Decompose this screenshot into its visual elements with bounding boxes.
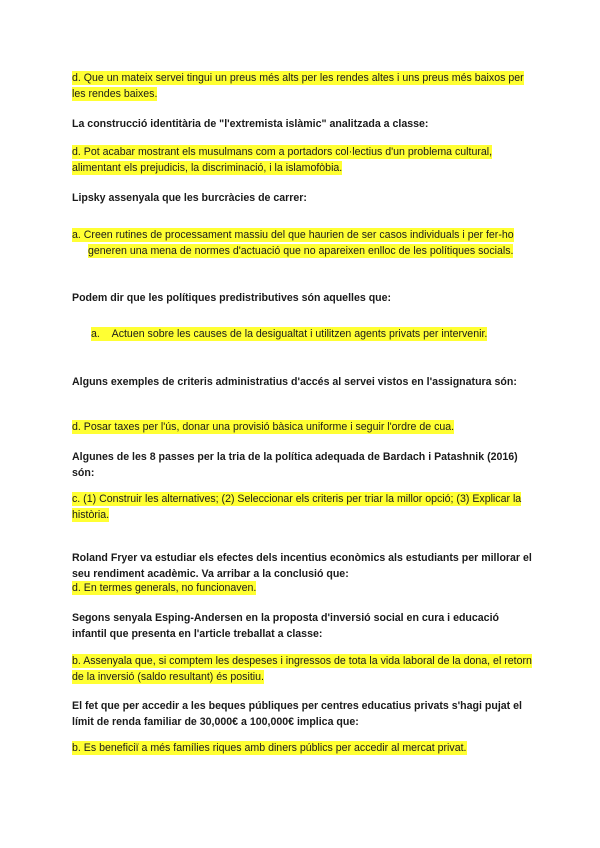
answer-6: [72, 491, 532, 523]
answer-text: d. Que un mateix servei tingui un preus més alts per les rendes altes i uns preus més baixos per les rendes baixes.: [72, 72, 524, 100]
question-9: El fet que per accedir a les beques públiques per centres educatius privats s'hagi pujat el límit de renda familiar de 30,000€ a 100,000€ implica que:: [72, 700, 522, 728]
answer-8: [72, 653, 532, 685]
answer-5: [72, 419, 532, 435]
answer-text: d. Posar taxes per l'ús, donar una provisió bàsica uniforme i seguir l'ordre de cua.: [72, 421, 455, 433]
question-2: La construcció identitària de "l'extremista islàmic" analitzada a classe:: [72, 118, 429, 130]
question-6: Algunes de les 8 passes per la tria de la política adequada de Bardach i Patashnik (2016) són:: [72, 451, 518, 479]
answer-text: c. (1) Construir les alternatives; (2) Seleccionar els criteris per triar la millor opció; (3) Explicar la història.: [72, 493, 522, 521]
answer-text: b. Es beneficiï a més famílies riques amb diners públics per accedir al mercat privat.: [72, 742, 467, 754]
question-7: Roland Fryer va estudiar els efectes dels incentius econòmics als estudiants per millorar el seu rendiment acadèmic. Va arribar a la conclusió que:: [72, 552, 532, 580]
answer-text: b. Assenyala que, si comptem les despeses i ingressos de tota la vida laboral de la dona, el retorn de la inversió (saldo resultant) és positiu.: [72, 655, 532, 683]
answer-text: d. En termes generals, no funcionaven.: [72, 582, 257, 594]
answer-text: d. Pot acabar mostrant els musulmans com a portadors col·lectius d'un problema cultural, alimentant els prejudicis, la discriminació, i la islamofòbia.: [72, 146, 493, 174]
answer-1: [72, 70, 532, 102]
answer-7: [72, 580, 532, 596]
question-8: Segons senyala Esping-Andersen en la proposta d'inversió social en cura i educació infantil que presenta en l'article treballat a classe:: [72, 612, 499, 640]
question-5: Alguns exemples de criteris administratius d'accés al servei vistos en l'assignatura són:: [72, 376, 517, 388]
list-marker: a.: [91, 328, 100, 340]
answer-text: a. Creen rutines de processament massiu del que haurien de ser casos individuals i per fer-ho generen una mena de normes d'actuació que no apareixen enlloc de les polítiques socials.: [72, 229, 514, 257]
question-4: Podem dir que les polítiques predistributives són aquelles que:: [72, 292, 392, 304]
answer-3: [72, 227, 548, 259]
answer-4: [72, 326, 551, 342]
answer-2: [72, 144, 532, 176]
answer-text: Actuen sobre les causes de la desigualtat i utilitzen agents privats per intervenir.: [111, 328, 488, 340]
question-3: Lipsky assenyala que les burcràcies de carrer:: [72, 192, 307, 204]
answer-9: [72, 740, 532, 756]
